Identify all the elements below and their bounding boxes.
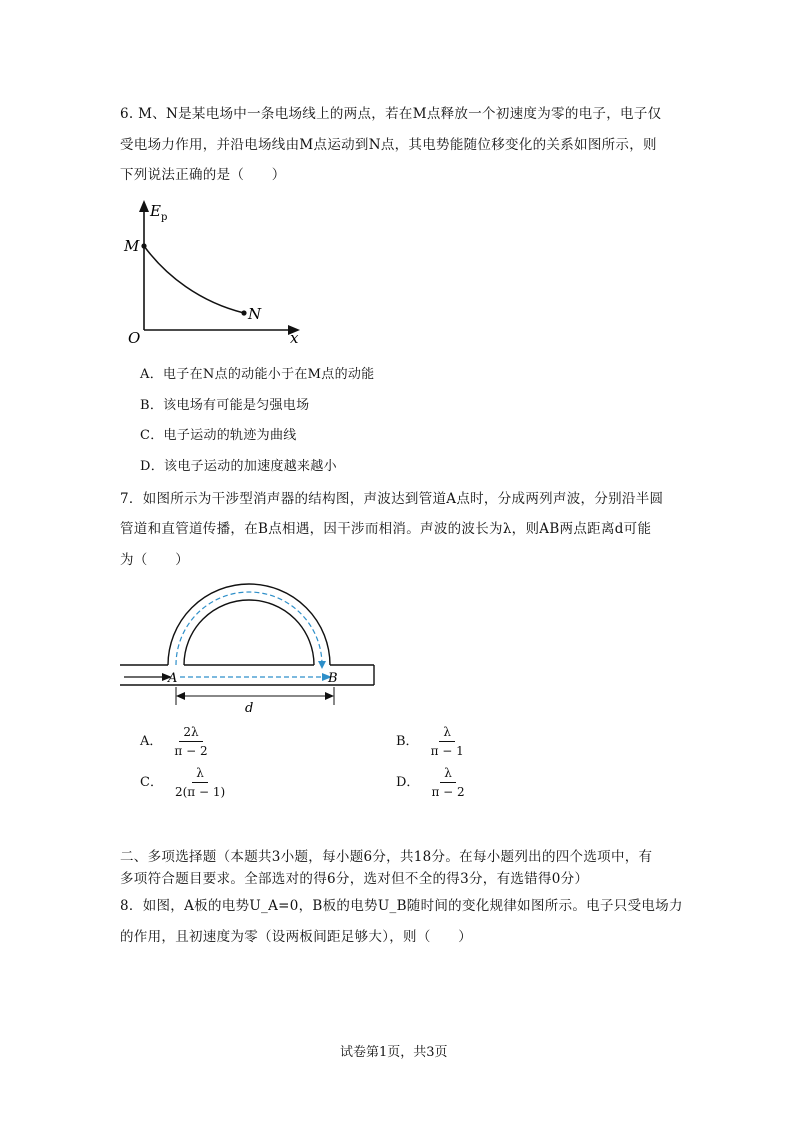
q7-option-d-fraction (427, 766, 468, 799)
q8-line-2: 的作用，且初速度为零（设两板间距足够大），则（ ） (120, 929, 473, 945)
q7-option-c (140, 766, 229, 799)
label-b: B (328, 671, 338, 686)
y-axis-label: E (150, 202, 161, 220)
q6-line-1: 6. M、N是某电场中一条电场线上的两点，若在M点释放一个初速度为零的电子，电子仅 (120, 106, 662, 122)
q7-line-3: 为（ ） (120, 552, 189, 568)
q7-option-a-num: 2λ (179, 725, 202, 742)
q7-option-b-den: π − 1 (430, 744, 464, 758)
q7-option-b-fraction (427, 725, 468, 758)
q6-ep-graph (118, 198, 318, 348)
label-n: N (248, 305, 262, 323)
q6-option-b: B．该电场有可能是匀强电场 (140, 398, 310, 413)
dim-arrow-right (325, 692, 334, 700)
y-axis-arrow (139, 200, 149, 212)
q7-line-2: 管道和直管道传播，在B点相遇，因干涉而相消。声波的波长为λ，则AB两点距离d可能 (120, 521, 652, 537)
q7-option-d-den: π − 2 (431, 785, 465, 799)
q7-option-a-label: A． (140, 734, 163, 749)
q7-option-c-den: 2(π − 1) (174, 785, 226, 799)
q7-option-d-label: D． (396, 775, 420, 790)
q6-option-c: C．电子运动的轨迹为曲线 (140, 428, 297, 443)
q7-option-a-fraction (170, 725, 211, 758)
dim-arrow-left (176, 692, 185, 700)
arc-wave-arrow (318, 661, 326, 669)
label-origin: O (128, 329, 141, 347)
q7-silencer-figure (120, 583, 380, 718)
q7-option-b-num: λ (439, 725, 455, 742)
point-m (141, 243, 146, 248)
q7-option-c-label: C． (140, 775, 163, 790)
q7-option-d-num: λ (440, 766, 456, 783)
q7-option-c-num: λ (192, 766, 208, 783)
q7-option-a-den: π − 2 (174, 744, 208, 758)
q6-option-a: A．电子在N点的动能小于在M点的动能 (140, 367, 375, 382)
x-axis-label: x (290, 329, 299, 347)
q6-line-3: 下列说法正确的是（ ） (120, 167, 286, 183)
label-m: M (124, 237, 140, 255)
q6-line-2: 受电场力作用，并沿电场线由M点运动到N点，其电势能随位移变化的关系如图所示，则 (120, 137, 657, 153)
section2-line-2: 多项符合题目要求。全部选对的得6分，选对但不全的得3分，有选错得0分） (120, 871, 589, 887)
section2-line-1: 二、多项选择题（本题共3小题，每小题6分，共18分。在每小题列出的四个选项中，有 (120, 849, 653, 865)
q7-option-a (140, 725, 212, 758)
q7-option-d (396, 766, 469, 799)
q8-line-1: 8．如图，A板的电势U_A=0，B板的电势U_B随时间的变化规律如图所示。电子只受电场力 (120, 898, 683, 914)
y-axis-sub: p (161, 212, 168, 223)
label-d: d (245, 701, 254, 716)
q7-option-c-fraction (171, 766, 229, 799)
inner-arc (184, 600, 314, 665)
q7-option-b-label: B． (396, 734, 419, 749)
ep-curve (144, 246, 244, 313)
page-footer: 试卷第1页，共3页 (340, 1045, 448, 1060)
q6-option-d: D．该电子运动的加速度越来越小 (140, 459, 337, 474)
label-a: A (168, 671, 178, 686)
q7-line-1: 7．如图所示为干涉型消声器的结构图，声波达到管道A点时，分成两列声波，分别沿半圆 (120, 491, 664, 507)
q7-option-b (396, 725, 468, 758)
point-n (241, 310, 246, 315)
outer-arc (168, 584, 330, 665)
